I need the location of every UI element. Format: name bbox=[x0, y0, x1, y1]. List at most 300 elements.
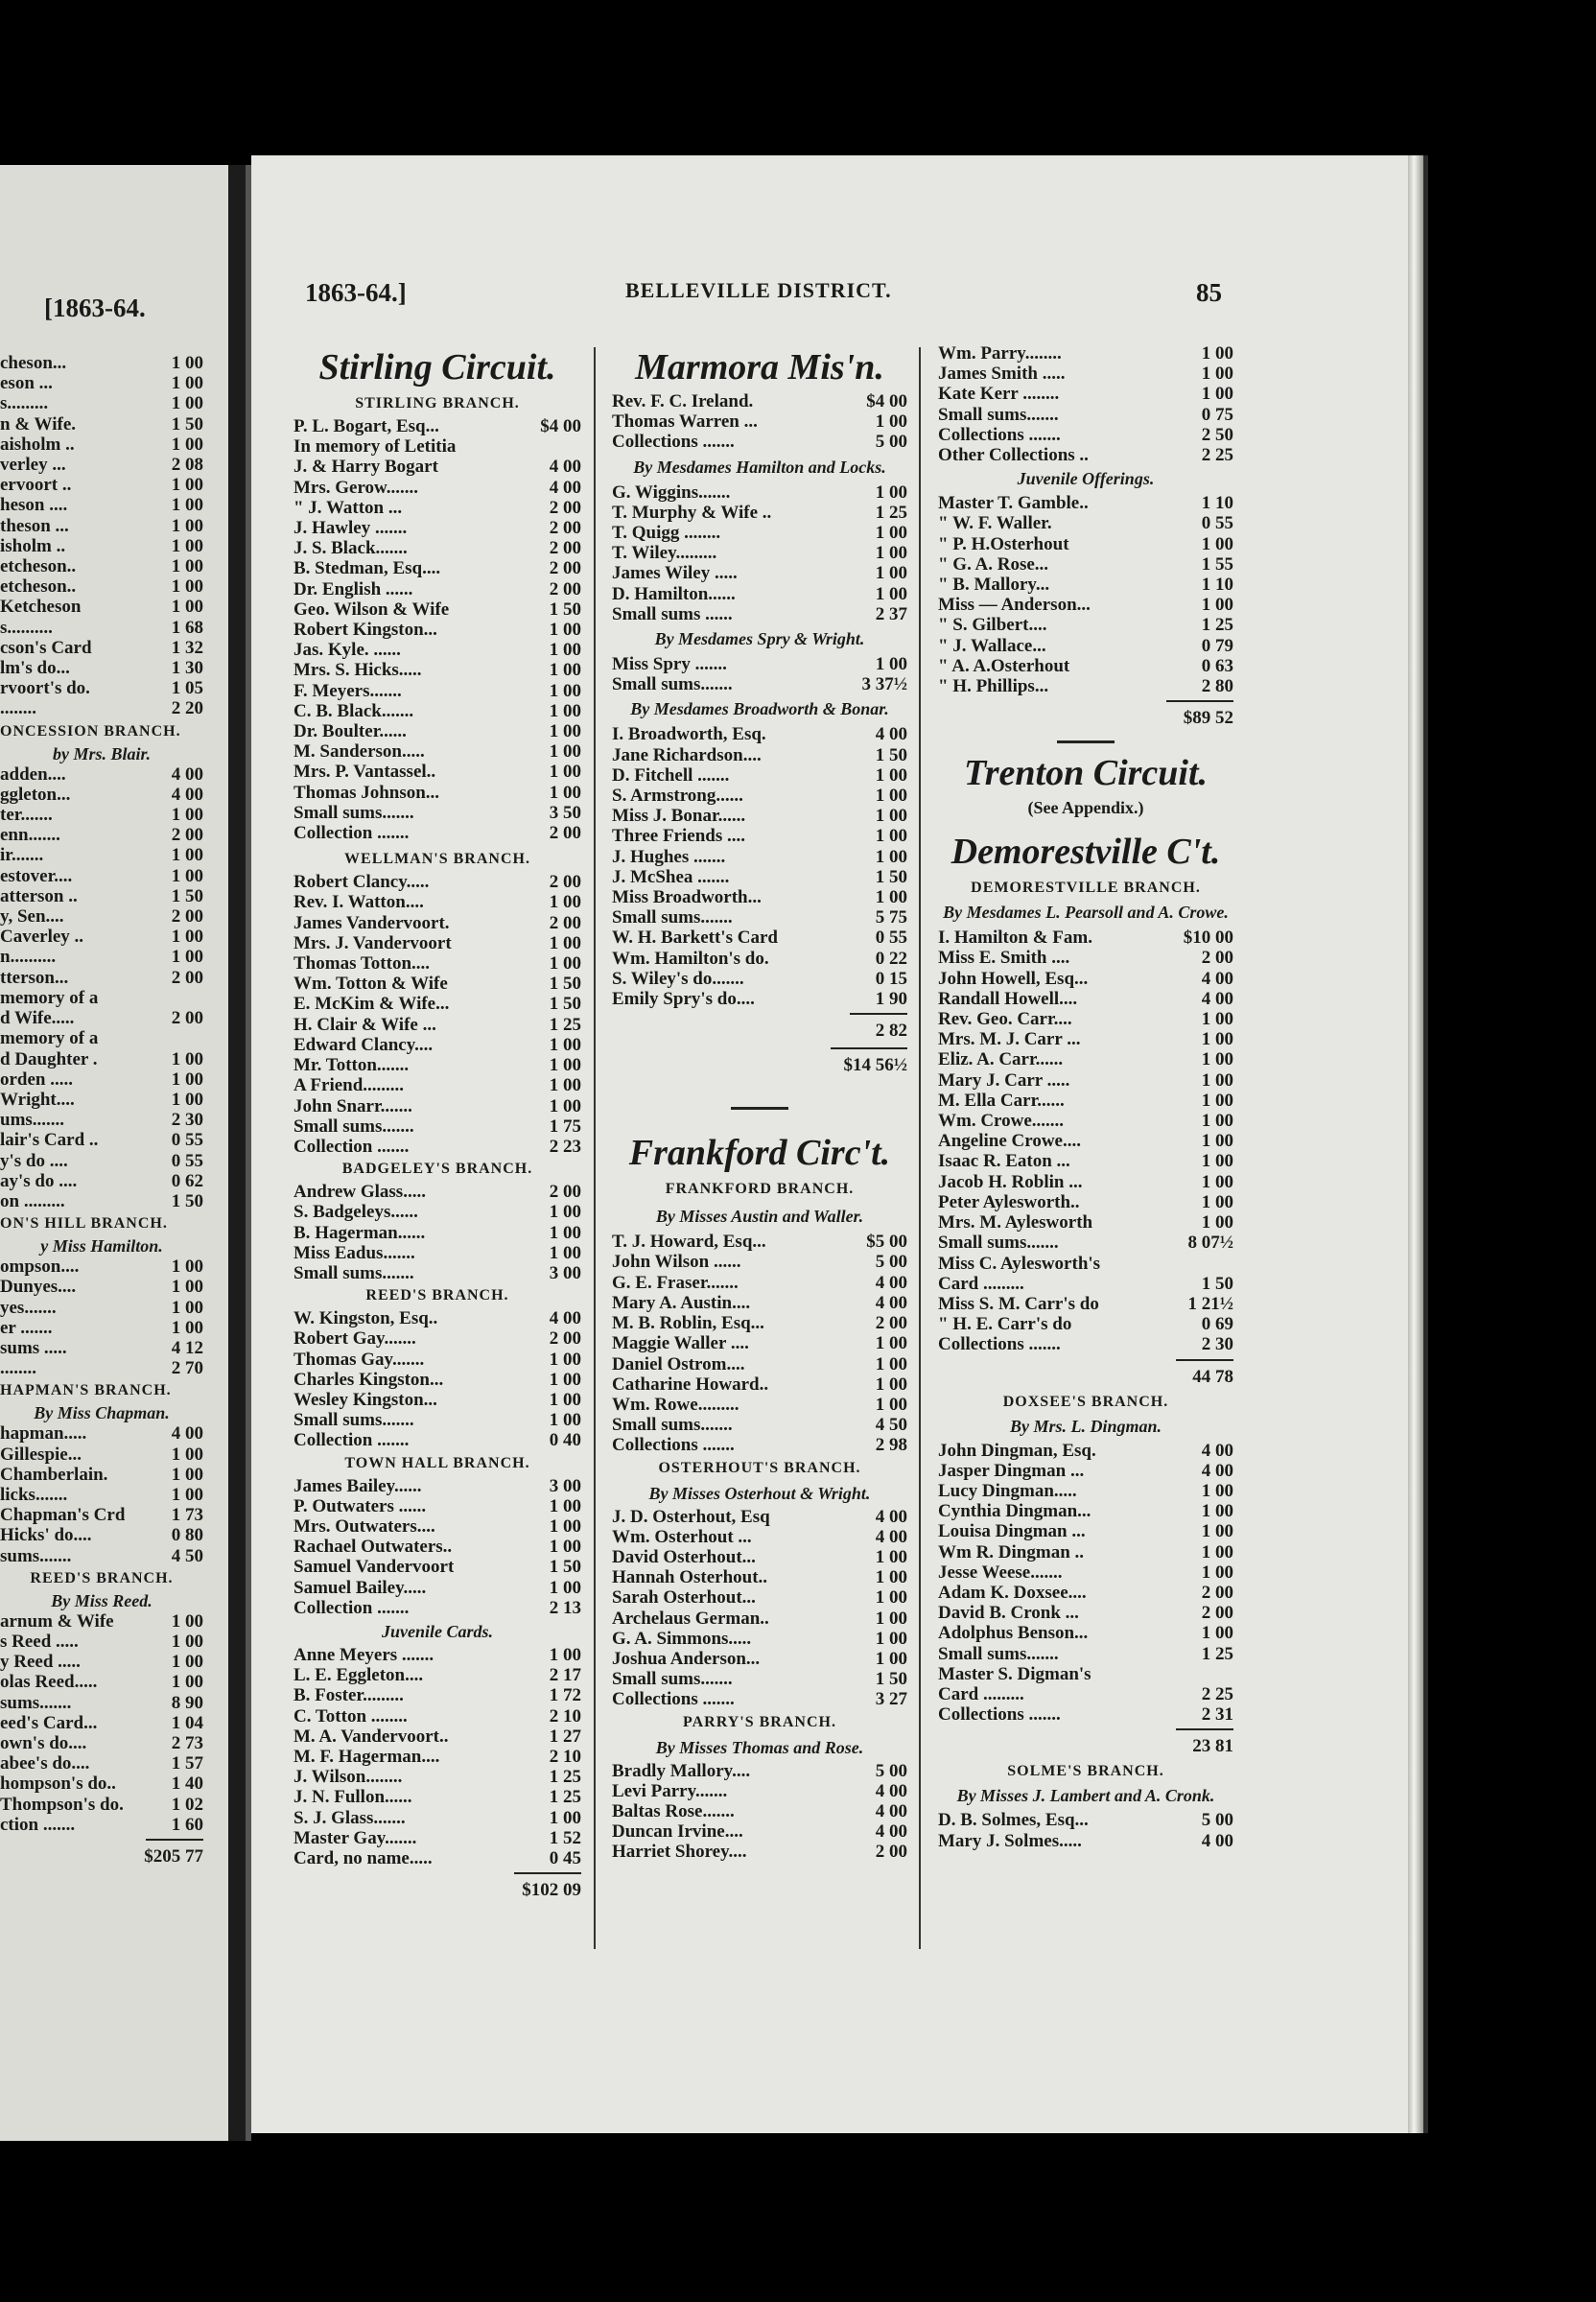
entry-name: Small sums....... bbox=[938, 1643, 1059, 1664]
entry-list bbox=[0, 764, 203, 1211]
entry-amount: 1 00 bbox=[1201, 1009, 1233, 1030]
entry-name: Wm. Rowe......... bbox=[612, 1394, 739, 1415]
entry-amount: 2 20 bbox=[171, 698, 203, 719]
entry-amount: 1 00 bbox=[1201, 1191, 1233, 1212]
entry-row bbox=[293, 974, 581, 994]
entry-name: yes....... bbox=[0, 1297, 57, 1318]
entry-name: Master Gay....... bbox=[293, 1827, 417, 1848]
entry-name: John Wilson ...... bbox=[612, 1252, 741, 1273]
entry-amount: $5 00 bbox=[866, 1232, 907, 1253]
entry-name: B. Hagerman...... bbox=[293, 1222, 426, 1243]
entry-row bbox=[938, 1151, 1233, 1171]
entry-name: Jasper Dingman ... bbox=[938, 1460, 1085, 1481]
entry-list bbox=[612, 1507, 907, 1710]
entry-name: Rachael Outwaters.. bbox=[293, 1537, 453, 1558]
entry-name: orden ..... bbox=[0, 1069, 73, 1090]
entry-amount: 1 00 bbox=[549, 762, 581, 783]
entry-name: aisholm .. bbox=[0, 434, 75, 455]
entry-name: Levi Parry....... bbox=[612, 1780, 728, 1801]
branch-heading: TOWN HALL BRANCH. bbox=[344, 1454, 530, 1471]
entry-name: D. B. Solmes, Esq... bbox=[938, 1810, 1089, 1831]
branch-heading: ON'S HILL BRANCH. bbox=[0, 1215, 168, 1233]
entry-amount: 1 00 bbox=[549, 1242, 581, 1263]
entry-row bbox=[612, 1821, 907, 1842]
entry-name: P. L. Bogart, Esq... bbox=[293, 416, 439, 436]
entry-amount: 1 21½ bbox=[1187, 1293, 1233, 1314]
branch-heading: FRANKFORD BRANCH. bbox=[665, 1181, 855, 1198]
entry-amount: 2 73 bbox=[171, 1732, 203, 1753]
entry-row bbox=[293, 1035, 581, 1055]
entry-amount: 1 60 bbox=[171, 1814, 203, 1835]
entry-amount: 3 00 bbox=[549, 1262, 581, 1283]
entry-row bbox=[293, 823, 581, 843]
entry-row bbox=[938, 989, 1233, 1009]
entry-name: estover.... bbox=[0, 865, 73, 886]
entry-amount: 2 30 bbox=[171, 1110, 203, 1131]
entry-amount: 1 00 bbox=[549, 1369, 581, 1390]
entry-row bbox=[938, 636, 1233, 656]
entry-amount: 0 55 bbox=[171, 1130, 203, 1151]
entry-amount: $10 00 bbox=[1183, 928, 1233, 949]
entry-name: " H. E. Carr's do bbox=[938, 1314, 1072, 1335]
entry-name: Collections ....... bbox=[612, 1689, 735, 1710]
entry-name: C. Totton ........ bbox=[293, 1705, 408, 1726]
entry-amount: 1 25 bbox=[875, 502, 907, 523]
entry-name: P. Outwaters ...... bbox=[293, 1495, 427, 1516]
entry-row bbox=[938, 513, 1233, 533]
entry-name: ........ bbox=[0, 698, 36, 719]
entry-row bbox=[938, 493, 1233, 513]
entry-row bbox=[938, 1810, 1233, 1830]
entry-amount: 1 00 bbox=[875, 411, 907, 433]
entry-row bbox=[293, 436, 581, 457]
entry-list bbox=[938, 1441, 1233, 1726]
entry-row bbox=[293, 1263, 581, 1283]
entry-row bbox=[938, 615, 1233, 635]
entry-amount: 1 00 bbox=[875, 846, 907, 867]
entry-amount: 1 40 bbox=[171, 1773, 203, 1795]
entry-row bbox=[293, 1350, 581, 1370]
entry-name: Dr. English ...... bbox=[293, 578, 413, 599]
entry-name: John Dingman, Esq. bbox=[938, 1440, 1096, 1461]
entry-name: Collection ....... bbox=[293, 1430, 410, 1451]
entry-name: Mrs. Outwaters.... bbox=[293, 1515, 435, 1537]
entry-list bbox=[0, 353, 203, 719]
entry-amount: 1 00 bbox=[1201, 1090, 1233, 1111]
entry-name: Jesse Weese....... bbox=[938, 1562, 1063, 1583]
entry-amount: 2 10 bbox=[549, 1746, 581, 1767]
entry-row bbox=[612, 543, 907, 563]
entry-row bbox=[0, 906, 203, 927]
entry-name: Randall Howell.... bbox=[938, 988, 1078, 1009]
entry-row bbox=[612, 786, 907, 806]
entry-amount: 2 13 bbox=[549, 1597, 581, 1618]
entry-amount: 2 23 bbox=[549, 1136, 581, 1157]
entry-name: Collections ....... bbox=[938, 424, 1061, 445]
collector-line: By Misses J. Lambert and A. Cronk. bbox=[956, 1786, 1215, 1806]
entry-row bbox=[293, 416, 581, 436]
entry-row bbox=[938, 1664, 1233, 1684]
entry-amount: 2 08 bbox=[171, 455, 203, 476]
section-heading: Juvenile Cards. bbox=[381, 1621, 493, 1641]
entry-amount: 5 00 bbox=[875, 1252, 907, 1273]
entry-name: sums....... bbox=[0, 1692, 72, 1713]
entry-list bbox=[293, 416, 581, 843]
entry-amount: 2 00 bbox=[171, 906, 203, 928]
entry-amount: $4 00 bbox=[866, 391, 907, 411]
collector-line: By Misses Thomas and Rose. bbox=[655, 1737, 864, 1757]
entry-name: James Bailey...... bbox=[293, 1475, 422, 1496]
entry-amount: 1 00 bbox=[1201, 1212, 1233, 1233]
total-rule bbox=[146, 1839, 203, 1841]
entry-amount: 2 00 bbox=[1201, 1603, 1233, 1624]
entry-amount: 1 00 bbox=[171, 1297, 203, 1318]
collector-line: by Mrs. Blair. bbox=[52, 743, 152, 763]
subtotal-rule bbox=[1176, 1728, 1233, 1730]
entry-row bbox=[938, 405, 1233, 425]
entry-name: Thompson's do. bbox=[0, 1794, 124, 1815]
entry-name: Master S. Digman's bbox=[938, 1663, 1091, 1684]
entry-amount: 1 00 bbox=[171, 805, 203, 826]
entry-row bbox=[0, 805, 203, 825]
entry-name: eson ... bbox=[0, 373, 53, 394]
entry-row bbox=[938, 554, 1233, 575]
entry-name: Miss J. Bonar...... bbox=[612, 806, 746, 827]
entry-row bbox=[612, 907, 907, 928]
entry-amount: 1 00 bbox=[171, 1652, 203, 1673]
entry-amount: 1 04 bbox=[171, 1712, 203, 1733]
entry-row bbox=[0, 886, 203, 906]
entry-row bbox=[0, 988, 203, 1008]
entry-amount: 2 00 bbox=[549, 1182, 581, 1203]
collector-line: By Miss Reed. bbox=[51, 1590, 153, 1610]
entry-amount: 1 50 bbox=[171, 1190, 203, 1211]
entry-name: Angeline Crowe.... bbox=[938, 1131, 1081, 1152]
entry-row bbox=[612, 1629, 907, 1649]
entry-row bbox=[293, 1328, 581, 1349]
entry-name: Mrs. J. Vandervoort bbox=[293, 932, 452, 953]
entry-name: Louisa Dingman ... bbox=[938, 1521, 1086, 1542]
entry-row bbox=[0, 1358, 203, 1378]
entry-amount: 1 00 bbox=[171, 1317, 203, 1338]
circuit-total: $89 52 bbox=[1183, 708, 1233, 729]
entry-row bbox=[293, 518, 581, 538]
entry-row bbox=[293, 1015, 581, 1035]
entry-amount: 1 00 bbox=[171, 475, 203, 496]
entry-row bbox=[612, 887, 907, 907]
entry-name: I. Hamilton & Fam. bbox=[938, 928, 1092, 949]
entry-row bbox=[612, 969, 907, 989]
entry-amount: 1 00 bbox=[549, 1515, 581, 1537]
entry-amount: 1 00 bbox=[875, 1608, 907, 1629]
entry-row bbox=[0, 866, 203, 886]
entry-amount: 1 00 bbox=[171, 1464, 203, 1485]
entry-row bbox=[612, 1801, 907, 1821]
entry-name: Mrs. S. Hicks..... bbox=[293, 660, 422, 681]
entry-amount: 1 00 bbox=[171, 1089, 203, 1110]
entry-amount: 1 00 bbox=[875, 1394, 907, 1415]
entry-row bbox=[0, 947, 203, 967]
entry-name: Sarah Osterhout... bbox=[612, 1587, 756, 1609]
entry-row bbox=[612, 1842, 907, 1862]
entry-row bbox=[0, 1130, 203, 1150]
entry-name: etcheson.. bbox=[0, 556, 77, 577]
entry-row bbox=[938, 384, 1233, 404]
entry-row bbox=[938, 1009, 1233, 1029]
entry-row bbox=[612, 1689, 907, 1709]
entry-row bbox=[0, 516, 203, 536]
entry-amount: 1 00 bbox=[1201, 384, 1233, 405]
entry-amount: 1 00 bbox=[171, 597, 203, 618]
entry-amount: 4 00 bbox=[549, 457, 581, 478]
entry-amount: 1 25 bbox=[549, 1767, 581, 1788]
entry-name: olas Reed..... bbox=[0, 1672, 98, 1693]
entry-amount: 4 00 bbox=[875, 1821, 907, 1843]
total-rule bbox=[514, 1872, 581, 1874]
entry-amount: 1 00 bbox=[875, 1587, 907, 1609]
collector-line: By Mesdames Broadworth & Bonar. bbox=[630, 699, 889, 719]
entry-name: Edward Clancy.... bbox=[293, 1034, 434, 1055]
entry-row bbox=[0, 576, 203, 597]
entry-name: cson's Card bbox=[0, 637, 92, 658]
entry-row bbox=[938, 1192, 1233, 1212]
entry-row bbox=[293, 1808, 581, 1828]
entry-amount: 4 12 bbox=[171, 1337, 203, 1358]
entry-row bbox=[938, 969, 1233, 989]
entry-name: tterson... bbox=[0, 967, 69, 988]
entry-name: Bradly Mallory.... bbox=[612, 1760, 751, 1781]
entry-row bbox=[938, 1501, 1233, 1521]
branch-heading: HAPMAN'S BRANCH. bbox=[0, 1382, 172, 1399]
entry-name: Geo. Wilson & Wife bbox=[293, 599, 450, 620]
entry-row bbox=[0, 1795, 203, 1815]
entry-amount: 2 25 bbox=[1201, 1683, 1233, 1704]
entry-amount: 1 00 bbox=[1201, 1562, 1233, 1583]
branch-heading: STIRLING BRANCH. bbox=[355, 395, 520, 411]
entry-amount: 1 00 bbox=[1201, 1151, 1233, 1172]
entry-name: Robert Clancy..... bbox=[293, 872, 430, 893]
entry-amount: 1 00 bbox=[875, 786, 907, 807]
entry-list bbox=[293, 1308, 581, 1450]
entry-list bbox=[612, 654, 907, 694]
entry-row bbox=[293, 762, 581, 782]
entry-name: er ....... bbox=[0, 1317, 53, 1338]
entry-name: Collections ....... bbox=[612, 432, 735, 453]
column-marmora bbox=[612, 343, 907, 1863]
entry-row bbox=[612, 1609, 907, 1629]
subtotal: 44 78 bbox=[1192, 1366, 1233, 1387]
entry-row bbox=[293, 1665, 581, 1685]
entry-name: Mrs. Gerow....... bbox=[293, 477, 418, 498]
entry-row bbox=[0, 825, 203, 845]
entry-row bbox=[0, 353, 203, 373]
entry-name: James Wiley ..... bbox=[612, 563, 738, 584]
entry-name: D. Fitchell ....... bbox=[612, 764, 730, 786]
entry-name: abee's do.... bbox=[0, 1753, 90, 1774]
entry-amount: 1 00 bbox=[549, 1577, 581, 1598]
entry-row bbox=[0, 1693, 203, 1713]
entry-name: Miss — Anderson... bbox=[938, 595, 1091, 616]
entry-amount: 1 00 bbox=[171, 1048, 203, 1069]
collector-line: By Misses Osterhout & Wright. bbox=[648, 1483, 871, 1503]
entry-name: s Reed ..... bbox=[0, 1631, 79, 1652]
entry-amount: 1 00 bbox=[875, 1546, 907, 1567]
subtotal: 23 81 bbox=[1192, 1736, 1233, 1757]
entry-amount: 1 00 bbox=[1201, 1541, 1233, 1562]
entry-list bbox=[0, 1257, 203, 1378]
entry-name: " A. A.Osterhout bbox=[938, 655, 1070, 676]
entry-name: Collections ....... bbox=[938, 1704, 1061, 1726]
entry-amount: 4 50 bbox=[171, 1545, 203, 1566]
entry-amount: 4 00 bbox=[875, 1506, 907, 1527]
circuit-title: Trenton Circuit. bbox=[963, 753, 1209, 794]
entry-amount: 5 00 bbox=[875, 432, 907, 453]
entry-name: Peter Aylesworth.. bbox=[938, 1191, 1080, 1212]
entry-row bbox=[0, 764, 203, 785]
entry-row bbox=[293, 721, 581, 741]
entry-amount: 1 00 bbox=[1201, 1623, 1233, 1644]
entry-amount: 1 73 bbox=[171, 1505, 203, 1526]
entry-row bbox=[0, 1611, 203, 1632]
entry-name: n.......... bbox=[0, 947, 57, 968]
entry-amount: 1 25 bbox=[549, 1787, 581, 1808]
entry-amount: 1 00 bbox=[875, 806, 907, 827]
entry-name: E. McKim & Wife... bbox=[293, 994, 450, 1015]
entry-name: y Reed ..... bbox=[0, 1652, 81, 1673]
entry-row bbox=[938, 1029, 1233, 1049]
entry-row bbox=[612, 411, 907, 432]
entry-list bbox=[612, 391, 907, 453]
entry-name: " H. Phillips... bbox=[938, 676, 1049, 697]
entry-amount: 0 40 bbox=[549, 1430, 581, 1451]
entry-name: " B. Mallory... bbox=[938, 575, 1050, 596]
entry-name: F. Meyers....... bbox=[293, 680, 402, 701]
entry-name: ggleton... bbox=[0, 784, 71, 805]
entry-row bbox=[293, 478, 581, 498]
entry-name: ........ bbox=[0, 1358, 36, 1379]
entry-list bbox=[293, 872, 581, 1157]
entry-amount: 4 00 bbox=[875, 724, 907, 745]
entry-row bbox=[293, 1557, 581, 1577]
entry-list bbox=[612, 724, 907, 1009]
entry-amount: 1 00 bbox=[1201, 595, 1233, 616]
entry-row bbox=[0, 1465, 203, 1485]
entry-amount: 1 00 bbox=[1201, 1501, 1233, 1522]
entry-row bbox=[612, 1547, 907, 1567]
entry-row bbox=[612, 989, 907, 1009]
entry-name: W. Kingston, Esq.. bbox=[293, 1308, 438, 1329]
entry-row bbox=[938, 1111, 1233, 1131]
entry-name: B. Foster......... bbox=[293, 1685, 404, 1706]
entry-name: Miss Spry ....... bbox=[612, 654, 727, 675]
entry-name: Wm. Hamilton's do. bbox=[612, 948, 769, 969]
entry-amount: 1 00 bbox=[549, 1410, 581, 1431]
entry-row bbox=[0, 1485, 203, 1505]
entry-name: Small sums....... bbox=[612, 1669, 733, 1690]
entry-amount: 1 00 bbox=[549, 660, 581, 681]
collector-line: By Mrs. L. Dingman. bbox=[1009, 1416, 1162, 1436]
entry-amount: 2 00 bbox=[549, 518, 581, 539]
entry-name: S. Wiley's do....... bbox=[612, 968, 744, 989]
entry-name: Kate Kerr ........ bbox=[938, 384, 1060, 405]
entry-row bbox=[0, 845, 203, 865]
entry-amount: 2 37 bbox=[875, 603, 907, 624]
entry-name: Thomas Totton.... bbox=[293, 953, 431, 975]
entry-amount: 1 00 bbox=[875, 1648, 907, 1669]
entry-amount: 1 00 bbox=[875, 1353, 907, 1374]
entry-row bbox=[293, 1537, 581, 1557]
entry-amount: 1 00 bbox=[549, 741, 581, 763]
entry-name: John Howell, Esq... bbox=[938, 968, 1089, 989]
entry-row bbox=[293, 1390, 581, 1410]
entry-name: " J. Watton ... bbox=[293, 497, 403, 518]
entry-amount: 1 72 bbox=[549, 1685, 581, 1706]
entry-row bbox=[612, 806, 907, 826]
entry-name: S. J. Glass....... bbox=[293, 1807, 406, 1828]
entry-amount: 2 00 bbox=[549, 497, 581, 518]
entry-amount: 1 25 bbox=[549, 1014, 581, 1035]
entry-row bbox=[612, 1333, 907, 1353]
entry-name: A Friend......... bbox=[293, 1075, 405, 1096]
entry-row bbox=[0, 968, 203, 988]
entry-row bbox=[0, 1632, 203, 1652]
page-number: 85 bbox=[1196, 278, 1222, 307]
column-divider bbox=[594, 347, 596, 1949]
entry-amount: $4 00 bbox=[540, 416, 581, 436]
entry-row bbox=[0, 1171, 203, 1191]
entry-name: Rev. Geo. Carr.... bbox=[938, 1009, 1072, 1030]
entry-row bbox=[0, 1445, 203, 1465]
entry-name: ction ....... bbox=[0, 1814, 76, 1835]
entry-row bbox=[938, 1172, 1233, 1192]
entry-amount: 1 00 bbox=[171, 1069, 203, 1090]
entry-row bbox=[612, 1649, 907, 1669]
entry-name: J. Wilson........ bbox=[293, 1767, 403, 1788]
entry-amount: 1 00 bbox=[171, 1484, 203, 1505]
entry-amount: 1 00 bbox=[549, 1389, 581, 1410]
entry-name: Small sums....... bbox=[293, 1262, 414, 1283]
entry-row bbox=[0, 1423, 203, 1444]
entry-row bbox=[0, 1191, 203, 1211]
entry-name: theson ... bbox=[0, 515, 69, 536]
entry-name: Mary A. Austin.... bbox=[612, 1292, 751, 1313]
entry-name: Joshua Anderson... bbox=[612, 1648, 761, 1669]
entry-name: Miss Eadus....... bbox=[293, 1242, 415, 1263]
entry-amount: 0 62 bbox=[171, 1170, 203, 1191]
entry-list bbox=[293, 1182, 581, 1283]
entry-amount: 1 55 bbox=[1201, 553, 1233, 575]
entry-amount: 1 57 bbox=[171, 1753, 203, 1774]
entry-row bbox=[612, 1232, 907, 1252]
entry-amount: 1 05 bbox=[171, 678, 203, 699]
entry-amount: 1 00 bbox=[549, 782, 581, 803]
entry-name: " S. Gilbert.... bbox=[938, 615, 1047, 636]
entry-row bbox=[293, 498, 581, 518]
entry-name: Harriet Shorey.... bbox=[612, 1842, 747, 1863]
entry-row bbox=[938, 1481, 1233, 1501]
entry-row bbox=[938, 1623, 1233, 1643]
entry-list bbox=[0, 1611, 203, 1835]
entry-amount: 2 10 bbox=[549, 1705, 581, 1726]
entry-name: Hannah Osterhout.. bbox=[612, 1567, 768, 1588]
entry-amount: 1 50 bbox=[549, 1557, 581, 1578]
entry-amount: 1 00 bbox=[171, 434, 203, 455]
entry-row bbox=[612, 765, 907, 786]
entry-amount: 1 00 bbox=[549, 1644, 581, 1665]
entry-name: T. Wiley......... bbox=[612, 543, 717, 564]
entry-amount: 1 00 bbox=[1201, 1521, 1233, 1542]
entry-amount: 1 00 bbox=[1201, 1480, 1233, 1501]
